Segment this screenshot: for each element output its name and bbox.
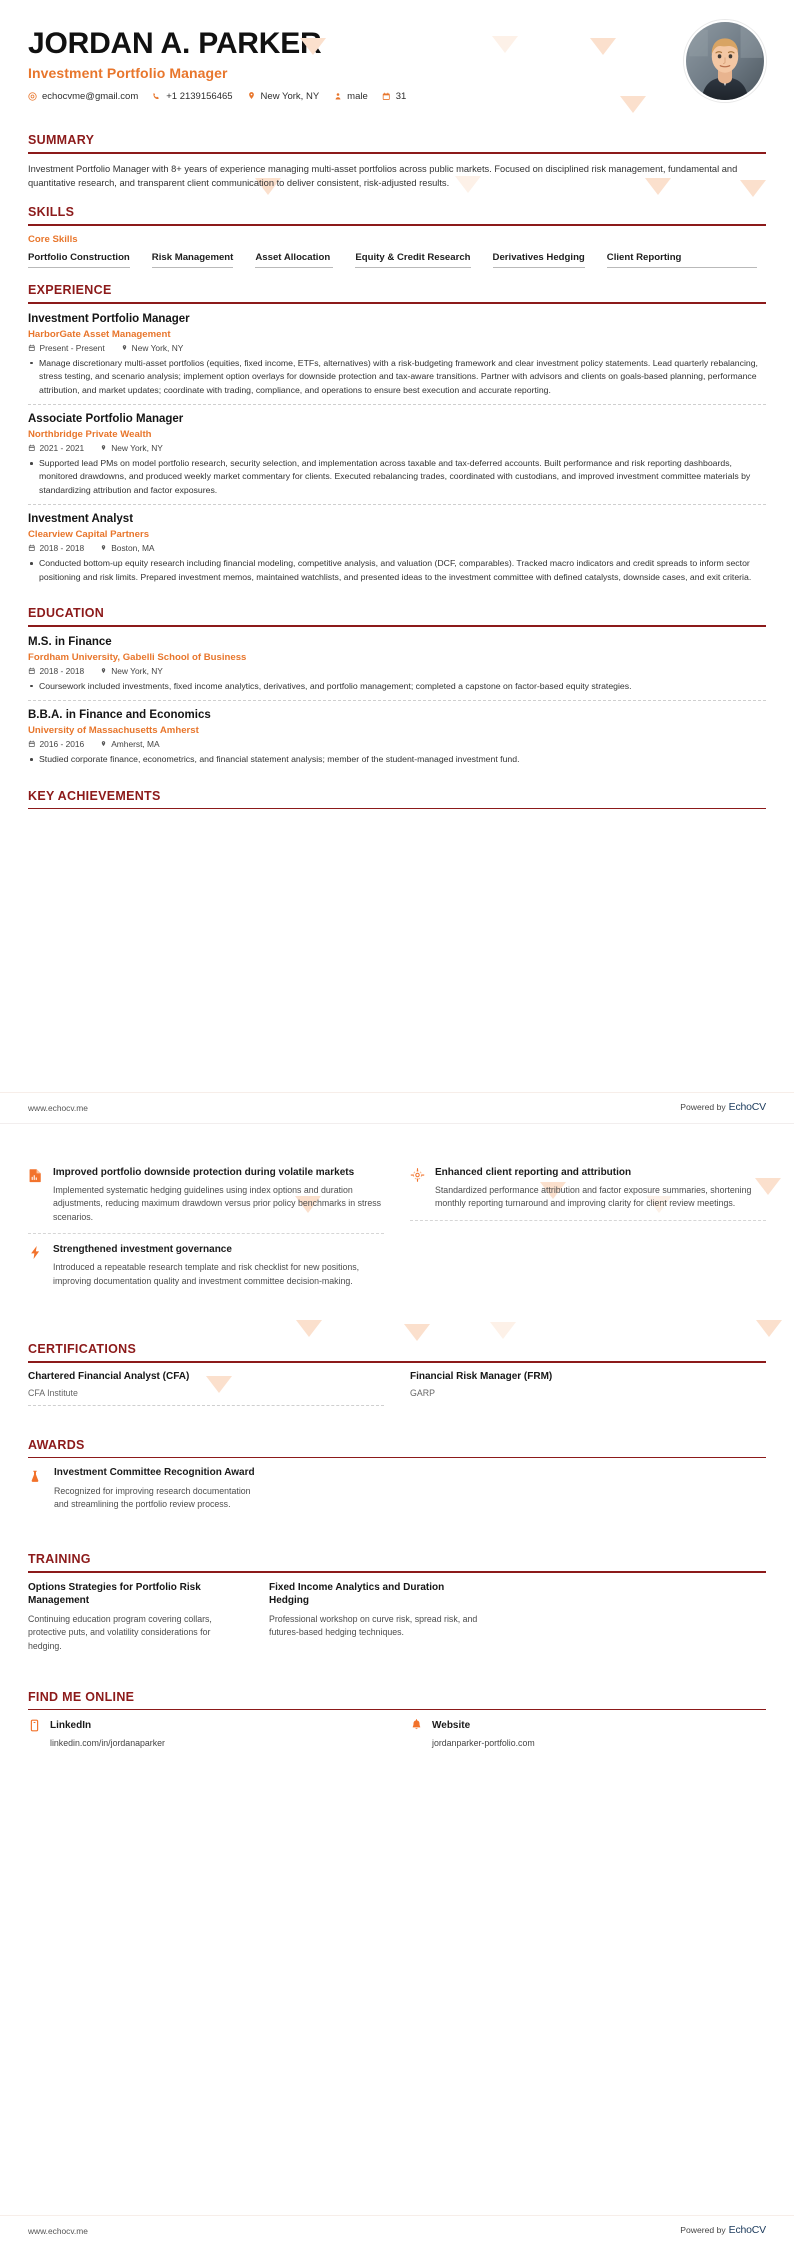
experience-location [121,343,184,353]
phone-icon [152,91,161,101]
target-crosshair-icon [410,1166,426,1211]
achievement-description: Standardized performance attribution and factor exposure summaries, shortening monthly reporting turnaround and improving clarity for client review meetings. [435,1184,752,1209]
section-title-find-me-online: FIND ME ONLINE [28,1689,135,1704]
section-key-achievements [28,1166,766,1306]
experience-dates-text: Present - Present [39,342,105,353]
section-training [28,1552,766,1653]
location-pin-icon [100,544,107,552]
experience-company: HarborGate Asset Management [28,328,171,340]
contact-phone-text: +1 2139156465 [166,90,233,102]
section-key-achievements-header [28,789,766,810]
section-title-summary: SUMMARY [28,133,95,147]
education-meta [28,666,766,676]
bullet-item: Supported lead PMs on model portfolio research, security selection, and implementation across taxable and tax-deferred accounts. Built performance and risk reporting dashboards, monitored drawdowns, and produced weekly market commentary for clients. Executed rebalancing trades, coordinated with custodians, and improved investment committee materials by standardizing attribution and factor exposures. [28,457,766,497]
achievement-title: Improved portfolio downside protection during volatile markets [53,1167,355,1178]
training-description: Continuing education program covering collars, protective puts, and volatility considerations for hedging. [28,1613,212,1651]
online-link-url[interactable]: linkedin.com/in/jordanaparker [50,1738,165,1749]
profile-photo [686,22,764,100]
footer-url[interactable]: www.echocv.me [28,2226,88,2236]
achievements-grid [28,1166,766,1306]
education-dates [28,739,84,749]
education-bullets [28,680,766,693]
footer-brand-name: EchoCV [728,1101,766,1113]
experience-company: Clearview Capital Partners [28,529,150,541]
certification-name: Chartered Financial Analyst (CFA) [28,1370,190,1382]
contact-email[interactable] [28,91,138,102]
achievements-column-right [410,1166,766,1306]
section-title-education: EDUCATION [28,606,105,621]
skill-item: Asset Allocation [255,250,333,268]
experience-entry [28,512,766,591]
education-location [100,666,163,676]
experience-meta [28,543,766,553]
section-summary [28,133,766,190]
certification-issuer: CFA Institute [28,1388,384,1406]
section-title-training: TRAINING [28,1552,91,1567]
trophy-flask-icon [28,1466,44,1512]
email-icon [28,91,37,101]
resume-header [0,0,794,118]
experience-location-text: New York, NY [111,442,163,453]
award-description: Recognized for improving research documentation and streamlining the portfolio review process. [54,1485,251,1510]
contact-gender-text: male [347,90,368,102]
certification-issuer: GARP [410,1387,435,1398]
education-dates-text: 2018 - 2018 [39,665,85,676]
training-description: Professional workshop on curve risk, spread risk, and futures-based hedging techniques. [269,1613,478,1638]
education-location [100,739,159,749]
footer-url[interactable]: www.echocv.me [28,1103,88,1113]
contact-age [382,91,407,102]
award-item [28,1466,766,1512]
training-name: Options Strategies for Portfolio Risk Management [28,1581,201,1607]
contact-phone[interactable] [152,91,232,102]
person-icon [333,91,342,101]
section-awards [28,1438,766,1512]
experience-bullets [28,357,766,397]
experience-dates-text: 2018 - 2018 [39,543,85,554]
section-certifications [28,1342,766,1406]
footer-brand-name: EchoCV [728,2224,766,2236]
location-pin-icon [100,667,107,675]
lightning-bolt-icon [28,1243,44,1288]
page-title: JORDAN A. PARKER [28,27,322,60]
footer-brand [680,1101,766,1113]
education-location-text: Amherst, MA [111,739,160,750]
avatar [684,20,766,102]
section-experience [28,283,766,591]
education-degree: B.B.A. in Finance and Economics [28,709,211,722]
online-link-label: LinkedIn [50,1720,92,1732]
linkedin-icon [28,1718,42,1733]
location-pin-icon [121,344,128,352]
skills-list [28,250,766,268]
achievement-description: Introduced a repeatable research template and risk checklist for new positions, improving documentation quality and investment committee decision-making. [53,1261,360,1286]
experience-meta [28,443,766,453]
experience-dates-text: 2021 - 2021 [39,442,85,453]
calendar-icon [382,91,391,101]
experience-company: Northbridge Private Wealth [28,428,152,440]
experience-location [100,443,163,453]
section-title-key-achievements: KEY ACHIEVEMENTS [28,788,161,803]
contact-row [28,91,766,102]
section-title-certifications: CERTIFICATIONS [28,1342,137,1357]
education-degree: M.S. in Finance [28,635,112,648]
contact-gender [333,91,368,102]
education-bullets [28,753,766,766]
experience-entry [28,312,766,405]
training-grid [28,1581,766,1654]
skill-item: Risk Management [152,250,234,268]
bullet-item: Coursework included investments, fixed income analytics, derivatives, and portfolio management; completed a capstone on factor-based equity strategies. [28,680,766,693]
experience-dates [28,543,84,553]
education-dates-text: 2016 - 2016 [39,739,85,750]
education-meta [28,739,766,749]
contact-email-text: echocvme@gmail.com [42,90,139,102]
education-school: Fordham University, Gabelli School of Business [28,651,247,663]
skill-item: Equity & Credit Research [355,250,470,268]
section-title-awards: AWARDS [28,1437,85,1452]
footer-powered-by-label: Powered by [680,2225,726,2235]
job-role-subtitle: Investment Portfolio Manager [28,64,228,81]
contact-age-text: 31 [395,90,407,102]
training-item [28,1581,243,1654]
certifications-grid [28,1371,766,1406]
experience-entry [28,412,766,505]
section-divider [28,808,766,810]
footer-powered-by-label: Powered by [680,1102,726,1112]
page-footer [0,1092,794,1123]
experience-dates [28,443,84,453]
online-link-url[interactable]: jordanparker-portfolio.com [432,1738,535,1749]
location-pin-icon [100,740,107,748]
skill-item: Client Reporting [607,250,757,268]
calendar-icon [28,667,36,675]
achievement-item [28,1243,384,1297]
education-entry [28,708,766,773]
report-document-icon [28,1166,44,1224]
contact-location [247,91,320,102]
experience-job-title: Investment Portfolio Manager [28,312,190,325]
certification-item [410,1371,766,1406]
bullet-item: Studied corporate finance, econometrics, and financial statement analysis; member of the student-managed investment fund. [28,753,766,766]
award-title: Investment Committee Recognition Award [54,1467,255,1479]
section-find-me-online [28,1690,766,1749]
calendar-icon [28,544,36,552]
bullet-item: Manage discretionary multi-asset portfolios (equities, fixed income, ETFs, alternatives) with a risk-budgeting framework and clear investment policy statements. Lead quarterly rebalancing, stress testing, and scenario analysis; implement option overlays for downside protection and tax-aware transitions. Partner with advisors and clients on goals-based planning, performance attribution, and market updates; coordinate with trading, compliance, and operations to ensure best execution and accurate reporting. [28,357,766,397]
experience-location-text: Boston, MA [111,543,155,554]
section-title-skills: SKILLS [28,205,75,220]
skill-item: Derivatives Hedging [493,250,585,268]
section-skills [28,205,766,268]
summary-text: Investment Portfolio Manager with 8+ years of experience managing multi-asset portfolios across public markets. Focused on disciplined risk management, fundamental and quantitative research, and transparent client communication to deliver consistent, risk-adjusted results. [28,163,738,188]
location-pin-icon [247,91,256,101]
education-location-text: New York, NY [111,665,163,676]
calendar-icon [28,444,36,452]
footer-brand [680,2224,766,2236]
experience-job-title: Investment Analyst [28,513,134,526]
experience-location [100,543,154,553]
resume-page-2 [0,1123,794,2246]
achievement-description: Implemented systematic hedging guidelines using index options and duration adjustments, reducing maximum drawdown versus prior policy benchmarks in stress scenarios. [53,1184,382,1222]
contact-location-text: New York, NY [260,90,320,102]
education-entry [28,635,766,701]
online-link-linkedin[interactable] [28,1718,384,1748]
location-pin-icon [100,444,107,452]
achievement-title: Enhanced client reporting and attribution [435,1167,632,1178]
experience-dates [28,343,105,353]
education-dates [28,666,84,676]
education-school: University of Massachusetts Amherst [28,725,199,737]
skills-group-label: Core Skills [28,234,78,245]
page-footer [0,2215,794,2246]
experience-meta [28,343,766,353]
section-title-experience: EXPERIENCE [28,283,112,297]
section-education [28,606,766,773]
achievement-item [410,1166,766,1221]
achievement-title: Strengthened investment governance [53,1244,232,1256]
skill-item: Portfolio Construction [28,250,130,268]
bullet-item: Conducted bottom-up equity research including financial modeling, competitive analysis, and valuation (DCF, comparables). Tracked macro indicators and credit spreads to inform sector positioning and risk limits. Prepared investment memos, maintained watchlists, and presented ideas to the investment committee with defined catalysts, downside cases, and exit criteria. [28,557,766,584]
training-item [269,1581,484,1654]
online-links-grid [28,1718,766,1748]
achievement-item [28,1166,384,1234]
website-bell-icon [410,1718,424,1733]
certification-name: Financial Risk Manager (FRM) [410,1370,553,1382]
online-link-website[interactable] [410,1718,766,1748]
certification-item [28,1371,384,1406]
experience-job-title: Associate Portfolio Manager [28,412,184,425]
experience-location-text: New York, NY [131,342,184,353]
online-link-label: Website [432,1720,471,1732]
experience-bullets [28,557,766,584]
calendar-icon [28,344,36,352]
calendar-icon [28,740,36,748]
training-name: Fixed Income Analytics and Duration Hedging [269,1581,445,1607]
achievements-column-left [28,1166,384,1306]
experience-bullets [28,457,766,497]
